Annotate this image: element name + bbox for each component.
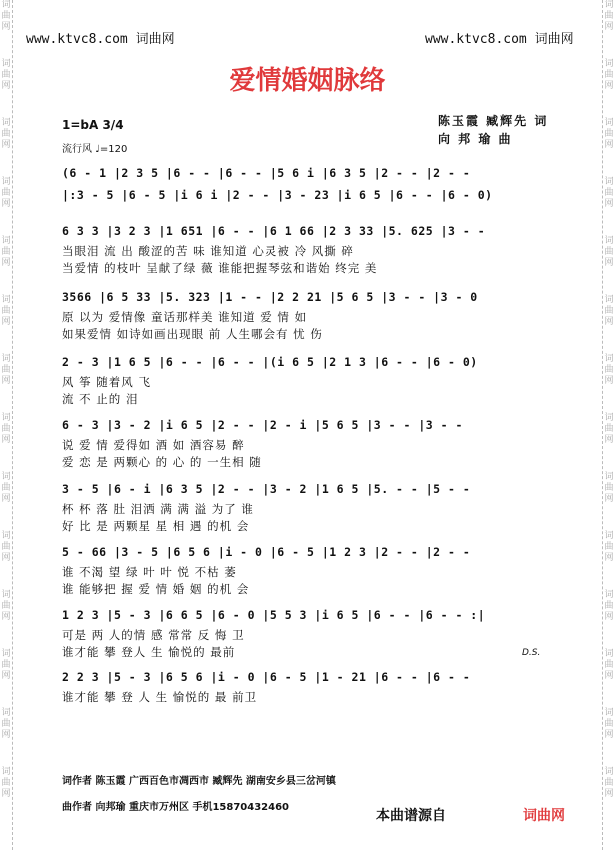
side-watermark-char: 曲 (604, 70, 614, 80)
right-dashed-margin (602, 0, 615, 850)
side-watermark-char: 词 (604, 413, 614, 423)
tempo-marking: 流行风 ♩=120 (62, 144, 128, 155)
lyric-line: 谁 能够把 握 爱 情 婚 姻 的机 会 (62, 582, 250, 596)
notation-line: 3 - 5 |6 - i |6 3 5 |2 - - |3 - 2 |1 6 5 |5. - - |5 - - (62, 482, 471, 496)
lyric-line: 流 不 止的 泪 (62, 392, 139, 406)
lyric-line: 当爱情 的枝叶 呈献了绿 薇 谁能把握琴弦和谐始 终完 美 (62, 261, 378, 275)
side-watermark-char: 网 (604, 435, 614, 445)
side-watermark-char: 曲 (1, 11, 11, 21)
footer-lyricist: 词作者 陈玉霞 广西百色市凋西市 臧辉先 湖南安乡县三岔河镇 (62, 776, 336, 787)
side-watermark-char: 曲 (604, 601, 614, 611)
lyric-line: 当眼泪 流 出 酸涩的苦 味 谁知道 心灵被 冷 风撕 碎 (62, 244, 354, 258)
side-watermark-char: 词 (1, 531, 11, 541)
side-watermark-char: 词 (604, 767, 614, 777)
side-watermark-char: 词 (604, 472, 614, 482)
side-watermark-char: 网 (604, 671, 614, 681)
side-watermark-char: 词 (1, 767, 11, 777)
side-watermark-char: 词 (1, 413, 11, 423)
side-watermark-char: 词 (1, 236, 11, 246)
site-header-left[interactable]: www.ktvc8.com 词曲网 (26, 32, 175, 47)
side-watermark-char: 词 (604, 236, 614, 246)
side-watermark-char: 网 (1, 730, 11, 740)
side-watermark-char: 网 (1, 22, 11, 32)
side-watermark-char: 网 (1, 258, 11, 268)
side-watermark-char: 词 (1, 0, 11, 10)
lyric-line: 爱 恋 是 两颗心 的 心 的 一生相 随 (62, 455, 262, 469)
side-watermark-char: 网 (604, 376, 614, 386)
side-watermark-char: 词 (604, 708, 614, 718)
side-watermark-char: 曲 (604, 719, 614, 729)
side-watermark-char: 词 (604, 590, 614, 600)
side-watermark-char: 曲 (604, 306, 614, 316)
side-watermark-char: 网 (604, 22, 614, 32)
side-watermark-char: 词 (604, 0, 614, 10)
side-watermark-char: 曲 (604, 365, 614, 375)
side-watermark-char: 网 (604, 789, 614, 799)
song-title: 爱情婚姻脉络 (229, 66, 386, 96)
side-watermark-char: 曲 (1, 542, 11, 552)
lyric-line: 谁才能 攀 登 人 生 愉悦的 最 前卫 (62, 690, 258, 704)
side-watermark-char: 曲 (1, 70, 11, 80)
lyric-line: 风 筝 随着风 飞 (62, 375, 151, 389)
side-watermark-char: 网 (1, 612, 11, 622)
side-watermark-char: 曲 (1, 188, 11, 198)
composer-credit: 向 邦 瑜 曲 (438, 132, 513, 146)
left-dashed-margin (0, 0, 13, 850)
side-watermark-char: 网 (604, 494, 614, 504)
lyric-line: 说 爱 情 爱得如 酒 如 酒容易 醉 (62, 438, 245, 452)
notation-line: 2 - 3 |1 6 5 |6 - - |6 - - |(i 6 5 |2 1 3 |6 - - |6 - 0) (62, 355, 478, 369)
side-watermark-char: 网 (604, 317, 614, 327)
side-watermark-char: 曲 (1, 424, 11, 434)
side-watermark-char: 词 (1, 590, 11, 600)
side-watermark-char: 网 (604, 199, 614, 209)
side-watermark-char: 网 (604, 258, 614, 268)
side-watermark-char: 曲 (604, 11, 614, 21)
lyric-line: 杯 杯 落 肚 泪洒 满 满 溢 为了 谁 (62, 502, 254, 516)
notation-line: 1 2 3 |5 - 3 |6 6 5 |6 - 0 |5 5 3 |i 6 5 |6 - - |6 - - :| (62, 608, 486, 622)
side-watermark-char: 词 (604, 118, 614, 128)
source-label: 本曲谱源自 (376, 808, 446, 824)
side-watermark-char: 词 (1, 354, 11, 364)
lyric-line: 可是 两 人的情 感 常常 反 悔 卫 (62, 628, 245, 642)
side-watermark-char: 曲 (604, 542, 614, 552)
side-watermark-char: 词 (604, 59, 614, 69)
side-watermark-char: 曲 (604, 483, 614, 493)
side-watermark-char: 词 (1, 295, 11, 305)
side-watermark-char: 曲 (1, 601, 11, 611)
lyric-line: 谁才能 攀 登人 生 愉悦的 最前 (62, 645, 236, 659)
lyric-line: 好 比 是 两颗星 星 相 遇 的机 会 (62, 519, 250, 533)
side-watermark-char: 曲 (604, 660, 614, 670)
side-watermark-char: 曲 (604, 778, 614, 788)
side-watermark-char: 曲 (1, 129, 11, 139)
side-watermark-char: 网 (1, 671, 11, 681)
side-watermark-char: 网 (604, 553, 614, 563)
side-watermark-char: 词 (1, 118, 11, 128)
notation-line: 6 - 3 |3 - 2 |i 6 5 |2 - - |2 - i |5 6 5 |3 - - |3 - - (62, 418, 463, 432)
side-watermark-char: 网 (1, 317, 11, 327)
lyric-line: 原 以为 爱情像 童话那样美 谁知道 爱 情 如 (62, 310, 308, 324)
side-watermark-char: 曲 (604, 188, 614, 198)
notation-line: 3566 |6 5 33 |5. 323 |1 - - |2 2 21 |5 6 5 |3 - - |3 - 0 (62, 290, 478, 304)
side-watermark-char: 曲 (604, 424, 614, 434)
notation-line: |:3 - 5 |6 - 5 |i 6 i |2 - - |3 - 23 |i 6 5 |6 - - |6 - 0) (62, 188, 493, 202)
side-watermark-char: 网 (604, 140, 614, 150)
notation-line: 6 3 3 |3 2 3 |1 651 |6 - - |6 1 66 |2 3 33 |5. 625 |3 - - (62, 224, 486, 238)
side-watermark-char: 词 (1, 649, 11, 659)
side-watermark-char: 网 (1, 789, 11, 799)
side-watermark-char: 词 (1, 59, 11, 69)
footer-composer: 曲作者 向邦瑜 重庆市万州区 手机15870432460 (62, 802, 289, 813)
side-watermark-char: 网 (604, 730, 614, 740)
side-watermark-char: 曲 (604, 247, 614, 257)
side-watermark-char: 曲 (604, 129, 614, 139)
side-watermark-char: 网 (604, 612, 614, 622)
side-watermark-char: 网 (1, 199, 11, 209)
side-watermark-char: 词 (1, 472, 11, 482)
side-watermark-char: 网 (604, 81, 614, 91)
lyric-line: 谁 不渴 望 绿 叶 叶 悦 不枯 萎 (62, 565, 237, 579)
site-header-right[interactable]: www.ktvc8.com 词曲网 (425, 32, 574, 47)
side-watermark-char: 曲 (1, 365, 11, 375)
side-watermark-char: 曲 (1, 247, 11, 257)
side-watermark-char: 网 (1, 376, 11, 386)
notation-line: 5 - 66 |3 - 5 |6 5 6 |i - 0 |6 - 5 |1 2 3 |2 - - |2 - - (62, 545, 471, 559)
side-watermark-char: 词 (1, 177, 11, 187)
lyric-line: 如果爱情 如诗如画出现眼 前 人生哪会有 忧 伤 (62, 327, 323, 341)
notation-line: (6 - 1 |2 3 5 |6 - - |6 - - |5 6 i |6 3 5 |2 - - |2 - - (62, 166, 471, 180)
side-watermark-char: 网 (1, 435, 11, 445)
side-watermark-char: 词 (604, 354, 614, 364)
side-watermark-char: 词 (604, 531, 614, 541)
side-watermark-char: 网 (1, 494, 11, 504)
side-watermark-char: 曲 (1, 778, 11, 788)
side-watermark-char: 曲 (1, 306, 11, 316)
brand-logo-text[interactable]: 词曲网 (523, 808, 565, 824)
notation-line: 2 2 3 |5 - 3 |6 5 6 |i - 0 |6 - 5 |1 - 21 |6 - - |6 - - (62, 670, 471, 684)
side-watermark-char: 词 (604, 649, 614, 659)
key-signature: 1=bA 3/4 (62, 118, 124, 132)
side-watermark-char: 词 (604, 295, 614, 305)
lyricist-credit: 陈玉霞 臧辉先 词 (438, 114, 549, 128)
side-watermark-char: 网 (1, 81, 11, 91)
side-watermark-char: 曲 (1, 660, 11, 670)
side-watermark-char: 词 (1, 708, 11, 718)
side-watermark-char: 曲 (1, 483, 11, 493)
side-watermark-char: 网 (1, 140, 11, 150)
side-watermark-char: 曲 (1, 719, 11, 729)
side-watermark-char: 词 (604, 177, 614, 187)
ds-mark: D.S. (522, 648, 541, 658)
side-watermark-char: 网 (1, 553, 11, 563)
